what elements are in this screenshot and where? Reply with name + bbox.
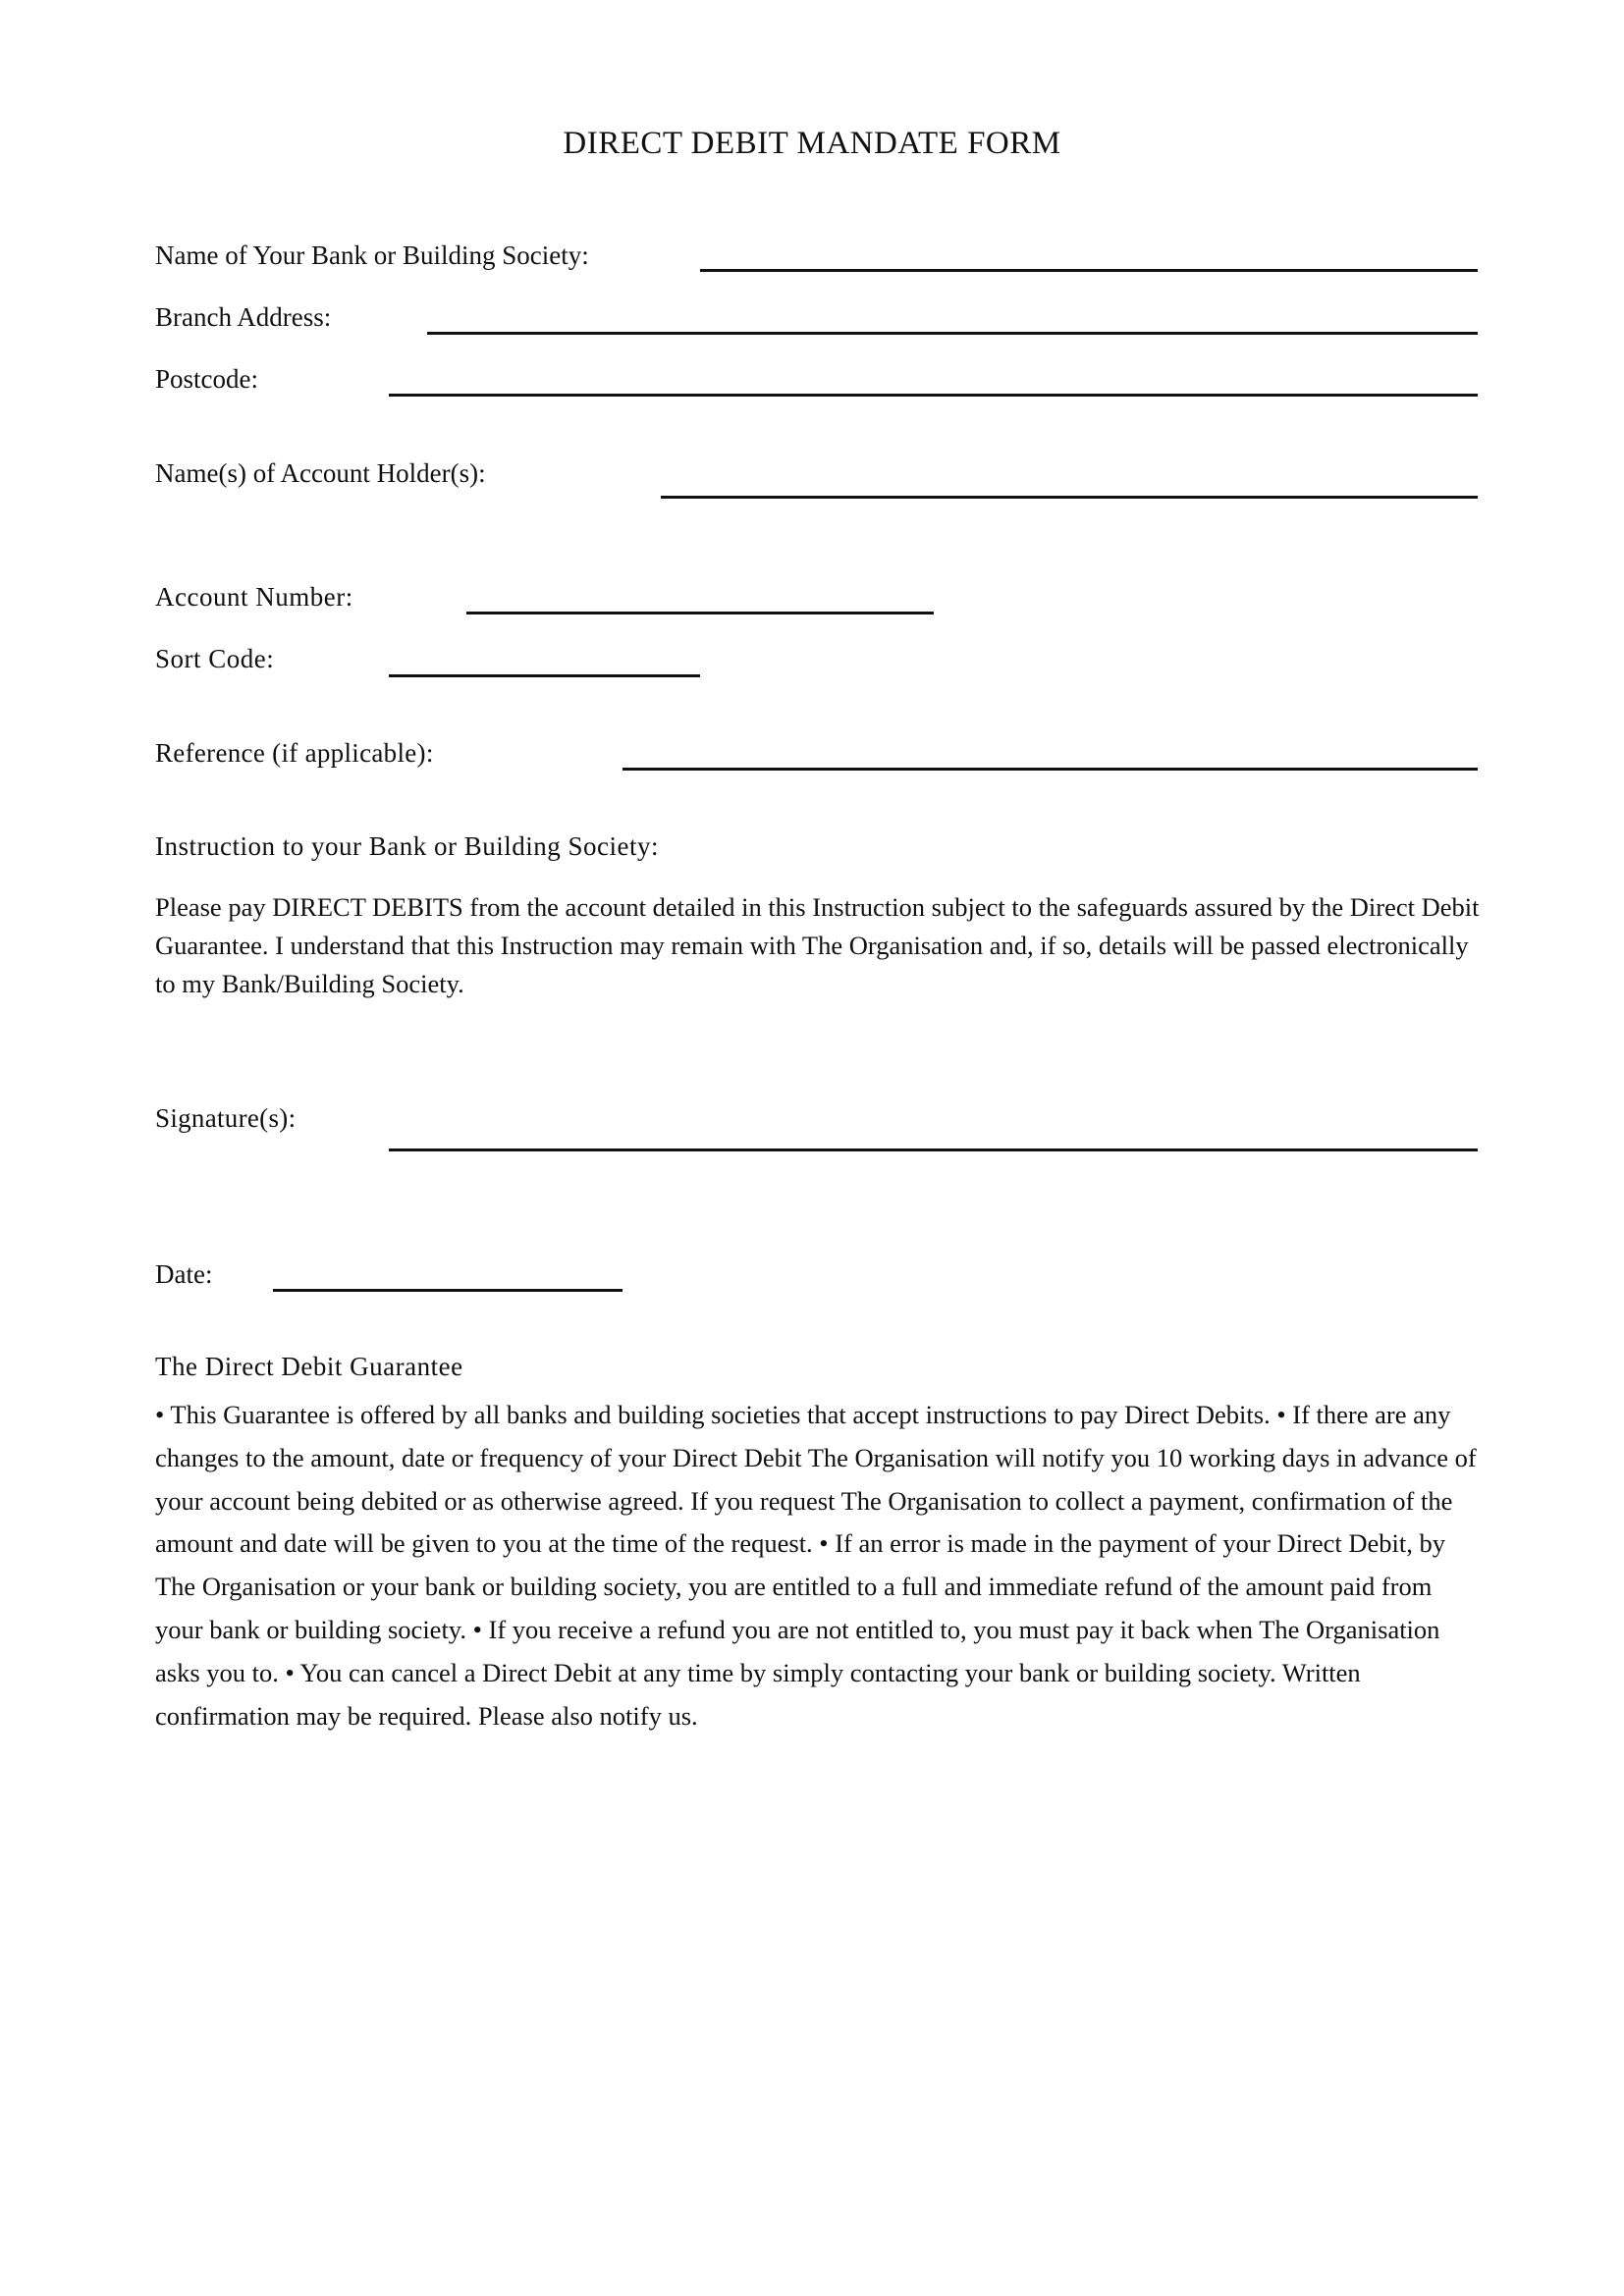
reference-label: Reference (if applicable): xyxy=(155,738,434,768)
instruction-text: Please pay DIRECT DEBITS from the account detailed in this Instruction subject to the safeguards assured by the Direct Debit Guarantee. I understand that this Instruction may remain with The Organisation and, if so, details will be passed electronically to my Bank/Building Society. xyxy=(155,892,1480,998)
reference-field[interactable] xyxy=(623,768,1478,771)
signature-label: Signature(s): xyxy=(155,1103,297,1133)
instruction-heading: Instruction to your Bank or Building Society: xyxy=(155,831,659,861)
form-title: DIRECT DEBIT MANDATE FORM xyxy=(563,126,1061,161)
branch-address-field[interactable] xyxy=(427,332,1478,335)
bank-name-field[interactable] xyxy=(700,269,1478,272)
date-field[interactable] xyxy=(273,1289,623,1292)
guarantee-text: • This Guarantee is offered by all banks and building societies that accept instructions to pay Direct Debits. • If there are any changes to the amount, date or frequency of your Direct Debit The Organisation will notify you 10 working days in advance of your account being debited or as otherwise agreed. If you request The Organisation to collect a payment, confirmation of the amount and date will be given to you at the time of the request. • If an error is made in the payment of your Direct Debit, by The Organisation or your bank or building society, you are entitled to a full and immediate refund of the amount paid from your bank or building society. • If you receive a refund you are not entitled to, you must pay it back when The Organisation asks you to. • You can cancel a Direct Debit at any time by simply contacting your bank or building society. Written confirmation may be required. Please also notify us. xyxy=(155,1400,1477,1731)
account-holders-label: Name(s) of Account Holder(s): xyxy=(155,458,486,488)
branch-address-label: Branch Address: xyxy=(155,302,332,332)
account-number-field[interactable] xyxy=(466,612,934,614)
account-holders-field[interactable] xyxy=(661,496,1478,499)
postcode-label: Postcode: xyxy=(155,364,258,394)
bank-name-label: Name of Your Bank or Building Society: xyxy=(155,240,589,270)
sort-code-label: Sort Code: xyxy=(155,644,275,673)
account-number-label: Account Number: xyxy=(155,582,353,612)
postcode-field[interactable] xyxy=(389,394,1478,397)
date-label: Date: xyxy=(155,1259,213,1289)
signature-field[interactable] xyxy=(389,1148,1478,1151)
sort-code-field[interactable] xyxy=(389,674,700,677)
guarantee-heading: The Direct Debit Guarantee xyxy=(155,1352,463,1381)
